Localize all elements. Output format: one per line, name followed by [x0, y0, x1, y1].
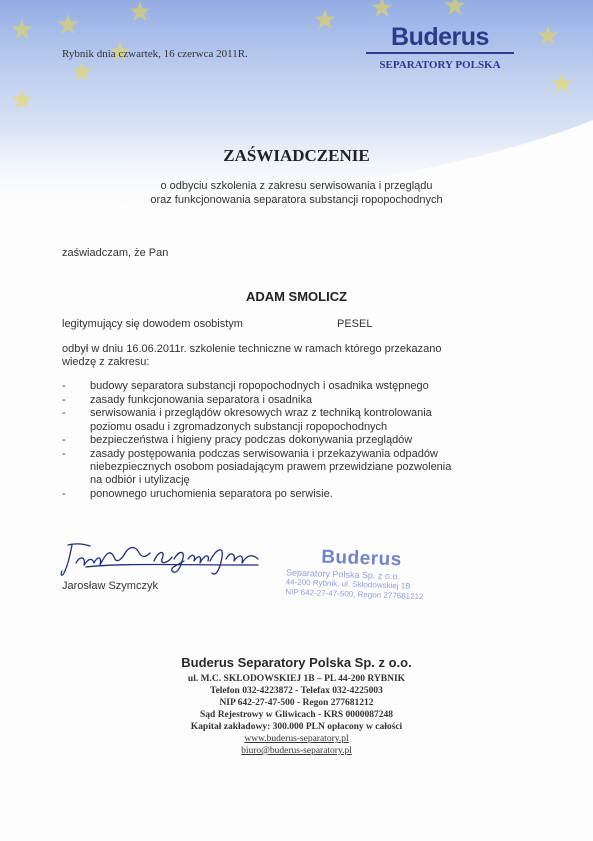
training-line-1: odbył w dniu 16.06.2011r. szkolenie techniczne w ramach którego przekazano — [62, 343, 442, 355]
list-item: - bezpieczeństwa i higieny pracy podczas dokonywania przeglądów — [62, 434, 532, 447]
pesel-label: PESEL — [337, 318, 373, 330]
footer-nip: NIP 642-27-47-500 - Regon 277681212 — [219, 698, 374, 708]
footer-website-link[interactable]: www.buderus-separatory.pl — [244, 734, 349, 744]
signer-name: Jarosław Szymczyk — [62, 580, 158, 592]
stamp-line: NIP 642-27-47-500, Regon 277681212 — [285, 587, 424, 602]
list-item: - serwisowania i przeglądów okresowych wraz z techniką kontrolowania poziomu osadu i zgromadzonych substancji ropopochodnych — [62, 407, 532, 433]
list-item: - ponownego uruchomienia separatora po serwisie. — [62, 488, 532, 501]
stamp-line: 44-200 Rybnik, ul. Skłodowskiej 1B — [285, 577, 411, 591]
subtitle-line-2: oraz funkcjonowania separatora substancji ropopochodnych — [150, 194, 443, 206]
logo-rule — [366, 52, 514, 54]
list-item: - budowy separatora substancji ropopochodnych i osadnika wstępnego — [62, 380, 532, 393]
footer-company: Buderus Separatory Polska Sp. z o.o. — [181, 655, 412, 670]
place-date: Rybnik dnia czwartek, 16 czerwca 2011R. — [62, 48, 248, 60]
footer-address: ul. M.C. SKLODOWSKIEJ 1B – PL 44-200 RYBNIK — [187, 674, 406, 684]
stamp-line: Separatory Polska Sp. z o.o. — [285, 567, 401, 582]
footer-email-link[interactable]: biuro@buderus-separatory.pl — [241, 746, 352, 756]
handwritten-signature — [58, 535, 273, 580]
logo-name: Buderus — [391, 23, 489, 51]
company-stamp — [275, 545, 447, 603]
footer-phone: Telefon 032-4223872 - Telefax 032-4225003 — [210, 686, 383, 696]
buderus-logo — [360, 24, 520, 71]
logo-subtitle: SEPARATORY POLSKA — [379, 59, 501, 71]
topics-list — [62, 380, 532, 502]
list-item: - zasady postępowania podczas serwisowania i przekazywania odpadów niebezpiecznych osobom posiadającym prawem przewidziane pozwolenia na odbiór i utylizację — [62, 448, 532, 488]
person-name: ADAM SMOLICZ — [245, 289, 348, 304]
stamp-name: Buderus — [320, 546, 403, 571]
footer-court: Sąd Rejestrowy w Gliwicach - KRS 0000087248 — [200, 710, 393, 720]
subtitle-line-1: o odbyciu szkolenia z zakresu serwisowania i przeglądu — [160, 180, 433, 192]
certify-text: zaświadczam, że Pan — [62, 247, 169, 259]
id-document-text: legitymujący się dowodem osobistym — [62, 318, 243, 330]
training-line-2: wiedzę z zakresu: — [62, 356, 150, 368]
document-title: ZAŚWIADCZENIE — [223, 146, 370, 165]
list-item: - zasady funkcjonowania separatora i osadnika — [62, 394, 532, 407]
footer — [0, 655, 593, 757]
footer-capital: Kapitał zakładowy: 300.000 PLN opłacony w całości — [190, 722, 403, 732]
